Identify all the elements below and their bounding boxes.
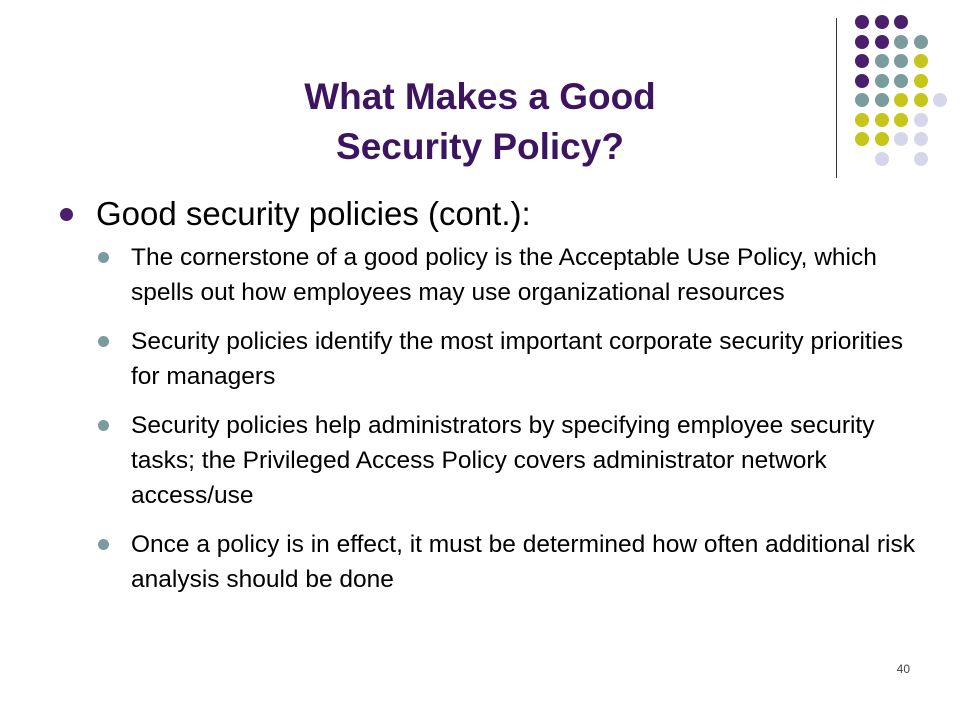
bullet-icon [98, 420, 109, 431]
decorative-dot [855, 35, 869, 49]
bullet-icon [60, 208, 73, 221]
sub-bullet-item [98, 408, 918, 513]
decorative-dot [914, 74, 928, 88]
sub-bullet-item [98, 527, 918, 597]
bullet-icon [98, 252, 109, 263]
decorative-dot [914, 93, 928, 107]
sub-bullet-text: Security policies identify the most important corporate security priorities for managers [131, 328, 904, 390]
decorative-dot [894, 113, 908, 127]
decorative-dot [894, 132, 908, 146]
decorative-dot [875, 54, 889, 68]
decorative-dot [855, 93, 869, 107]
decorative-dot [855, 132, 869, 146]
decorative-dot [855, 15, 869, 29]
decorative-dot [855, 54, 869, 68]
sub-bullet-text: The cornerstone of a good policy is the Acceptable Use Policy, which spells out how employees may use organizational resources [131, 244, 877, 306]
sub-bullet-text: Once a policy is in effect, it must be determined how often additional risk analysis should be done [131, 531, 915, 593]
bullet-icon [98, 539, 109, 550]
decorative-dot [855, 74, 869, 88]
page-number: 40 [896, 662, 910, 676]
decorative-dot [875, 15, 889, 29]
slide-title [150, 72, 810, 172]
decorative-dot [875, 132, 889, 146]
sub-bullet-item [98, 324, 918, 394]
decorative-dot [933, 93, 947, 107]
sub-bullet-item [98, 240, 918, 310]
decorative-dot [894, 74, 908, 88]
title-line-1: What Makes a Good [304, 76, 656, 117]
decorative-dot [914, 54, 928, 68]
decorative-dot [875, 74, 889, 88]
sub-bullet-text: Security policies help administrators by specifying employee security tasks; the Privileged Access Policy covers administrator network access/use [131, 412, 875, 509]
decorative-dot [875, 35, 889, 49]
decorative-dot [894, 35, 908, 49]
decorative-dot [855, 113, 869, 127]
decorative-dot [894, 54, 908, 68]
decorative-dot [894, 15, 908, 29]
decorative-dot [914, 35, 928, 49]
sub-bullet-list [98, 240, 918, 611]
decorative-dot [875, 93, 889, 107]
divider-line [836, 18, 837, 178]
title-line-2: Security Policy? [336, 126, 624, 167]
bullet-icon [98, 336, 109, 347]
decorative-dot [914, 152, 928, 166]
decorative-dot [875, 152, 889, 166]
decorative-dot [875, 113, 889, 127]
decorative-dot [914, 113, 928, 127]
decorative-dot [914, 132, 928, 146]
decorative-dot [894, 93, 908, 107]
main-bullet-text: Good security policies (cont.): [96, 195, 531, 232]
